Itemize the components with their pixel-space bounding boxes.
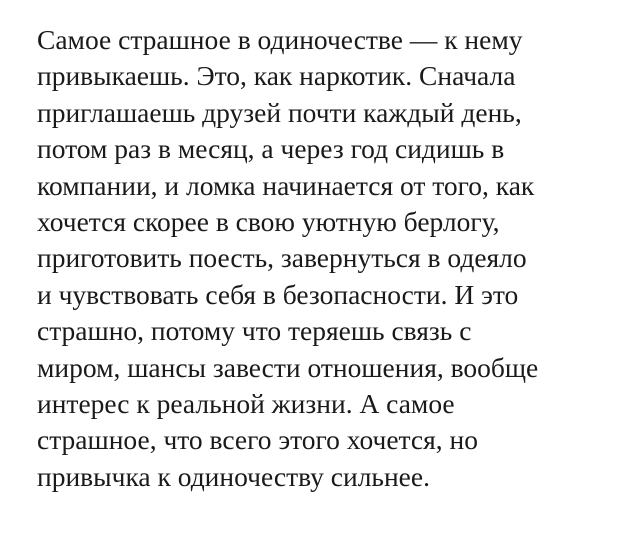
text-line: приготовить поесть, завернуться в одеяло (37, 242, 527, 274)
text-line: хочется скорее в свою уютную берлогу, (37, 206, 500, 238)
text-line: привычка к одиночеству сильнее. (37, 460, 430, 492)
text-line: Самое страшное в одиночестве — к нему (37, 24, 523, 55)
text-line: потом раз в месяц, а через год сидишь в (37, 133, 505, 165)
text-line: привыкаешь. Это, как наркотик. Сначала (37, 60, 516, 92)
text-line: и чувствовать себя в безопасности. И это (37, 278, 519, 310)
text-line: приглашаешь друзей почти каждый день, (37, 96, 522, 128)
text-line: интерес к реальной жизни. А самое (37, 388, 455, 420)
text-line: компании, и ломка начинается от того, как (37, 169, 535, 201)
text-line: страшно, потому что теряешь связь с (37, 315, 472, 347)
text-line: миром, шансы завести отношения, вообще (37, 351, 539, 383)
quote-text (37, 22, 627, 495)
text-line: страшное, что всего этого хочется, но (37, 424, 478, 456)
